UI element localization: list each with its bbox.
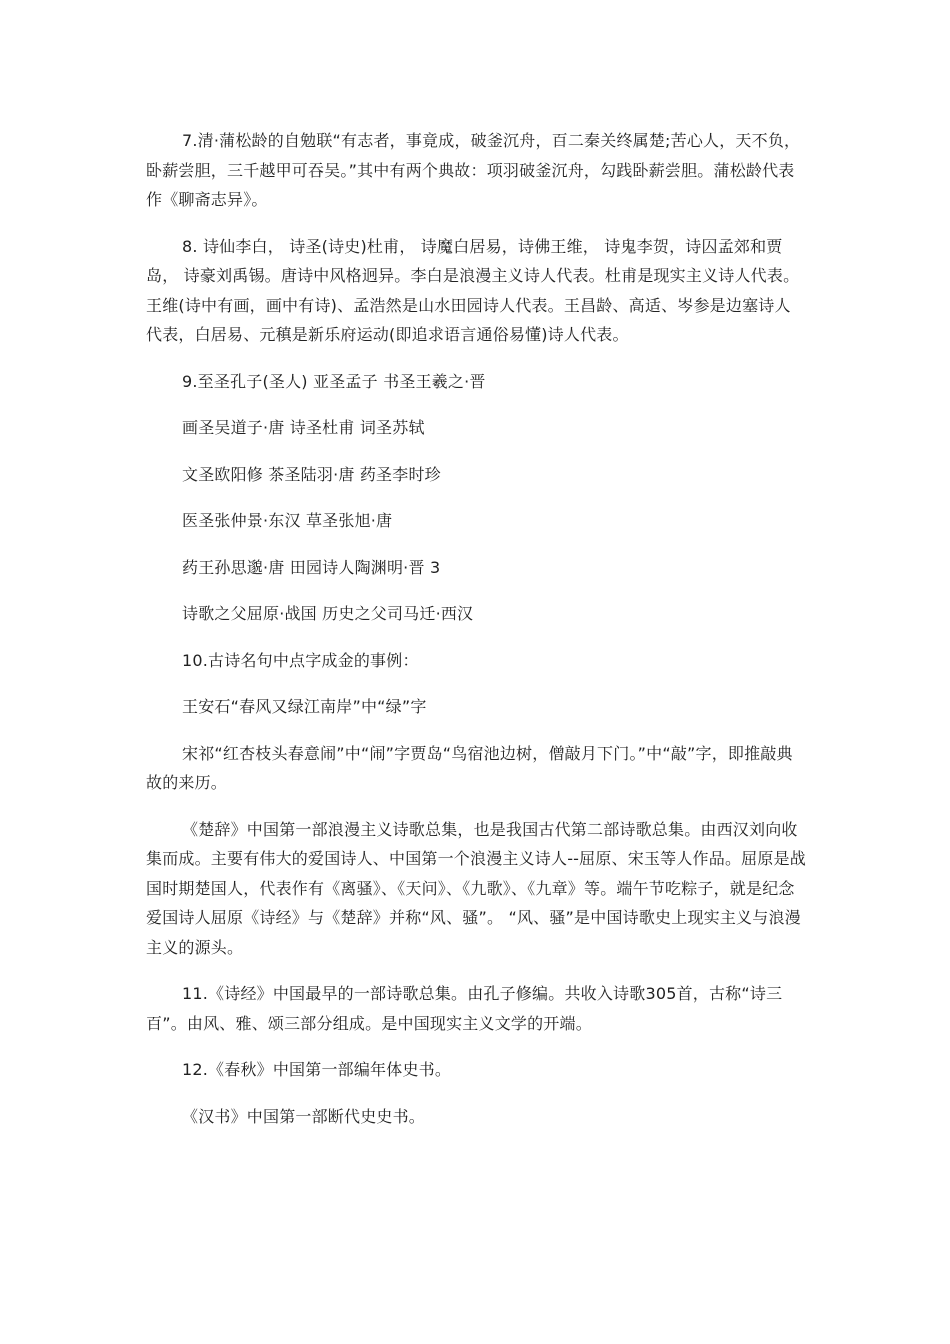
paragraph-gap — [146, 722, 806, 739]
paragraph-9: 9.至圣孔子(圣人) 亚圣孟子 书圣王羲之·晋 — [182, 371, 486, 391]
chuci-paragraph: 《楚辞》中国第一部浪漫主义诗歌总集，也是我国古代第二部诗歌总集。由西汉刘向收集而成。主要有伟大的爱国诗人、中国第一个浪漫主义诗人--屈原、宋玉等人作品。屈原是战国时期楚国人，代表作有《离骚》、《天问》、《九歌》、《九章》等。端午节吃粽子，就是纪念爱国诗人屈原《诗经》与《楚辞》并称“风、骚”。 “风、骚”是中国诗歌史上现实主义与浪漫主义的源头。 — [146, 819, 806, 957]
paragraph-gap — [146, 1085, 806, 1102]
paragraph-gap — [146, 962, 806, 979]
paragraph-7: 7.清·蒲松龄的自勉联“有志者，事竟成，破釜沉舟，百二秦关终属楚;苦心人，天不负，卧薪尝胆，三千越甲可吞吴。”其中有两个典故：项羽破釜沉舟，勾践卧薪尝胆。蒲松龄代表作《聊斋志异》。 — [146, 131, 801, 209]
saints-line-4: 药王孙思邈·唐 田园诗人陶渊明·晋 3 — [182, 557, 441, 577]
document-page — [146, 126, 806, 1131]
example-song-qi-jia-dao: 宋祁“红杏枝头春意闹”中“闹”字贾岛“鸟宿池边树，僧敲月下门。”中“敲”字，即推敲典故的来历。 — [146, 743, 793, 792]
paragraph-gap — [146, 582, 806, 599]
paragraph-gap — [146, 798, 806, 815]
saints-line-2: 文圣欧阳修 茶圣陆羽·唐 药圣李时珍 — [182, 464, 441, 484]
paragraph-gap — [146, 396, 806, 413]
paragraph-12: 12.《春秋》中国第一部编年体史书。 — [182, 1060, 452, 1079]
example-wang-anshi: 王安石“春风又绿江南岸”中“绿”字 — [182, 697, 427, 716]
paragraph-gap — [146, 215, 806, 232]
paragraph-8: 8. 诗仙李白， 诗圣(诗史)杜甫， 诗魔白居易，诗佛王维， 诗鬼李贺，诗囚孟郊和贾岛， 诗豪刘禹锡。唐诗中风格迥异。李白是浪漫主义诗人代表。杜甫是现实主义诗人代表。王维(诗中有画，画中有诗)、孟浩然是山水田园诗人代表。王昌龄、高适、岑参是边塞诗人代表，白居易、元稹是新乐府运动(即追求语言通俗易懂)诗人代表。 — [146, 236, 800, 344]
saints-line-3: 医圣张仲景·东汉 草圣张旭·唐 — [182, 511, 393, 530]
paragraph-gap — [146, 675, 806, 692]
paragraph-gap — [146, 489, 806, 506]
paragraph-gap — [146, 536, 806, 553]
saints-line-1: 画圣吴道子·唐 诗圣杜甫 词圣苏轼 — [182, 418, 425, 437]
paragraph-10: 10.古诗名句中点字成金的事例： — [182, 650, 419, 670]
saints-line-5: 诗歌之父屈原·战国 历史之父司马迁·西汉 — [182, 604, 474, 623]
hanshu-line: 《汉书》中国第一部断代史史书。 — [182, 1106, 426, 1126]
paragraph-gap — [146, 1038, 806, 1055]
paragraph-gap — [146, 350, 806, 367]
paragraph-gap — [146, 629, 806, 646]
paragraph-gap — [146, 443, 806, 460]
paragraph-11: 11.《诗经》中国最早的一部诗歌总集。由孔子修编。共收入诗歌305首，古称“诗三百”。由风、雅、颂三部分组成。是中国现实主义文学的开端。 — [146, 984, 783, 1033]
